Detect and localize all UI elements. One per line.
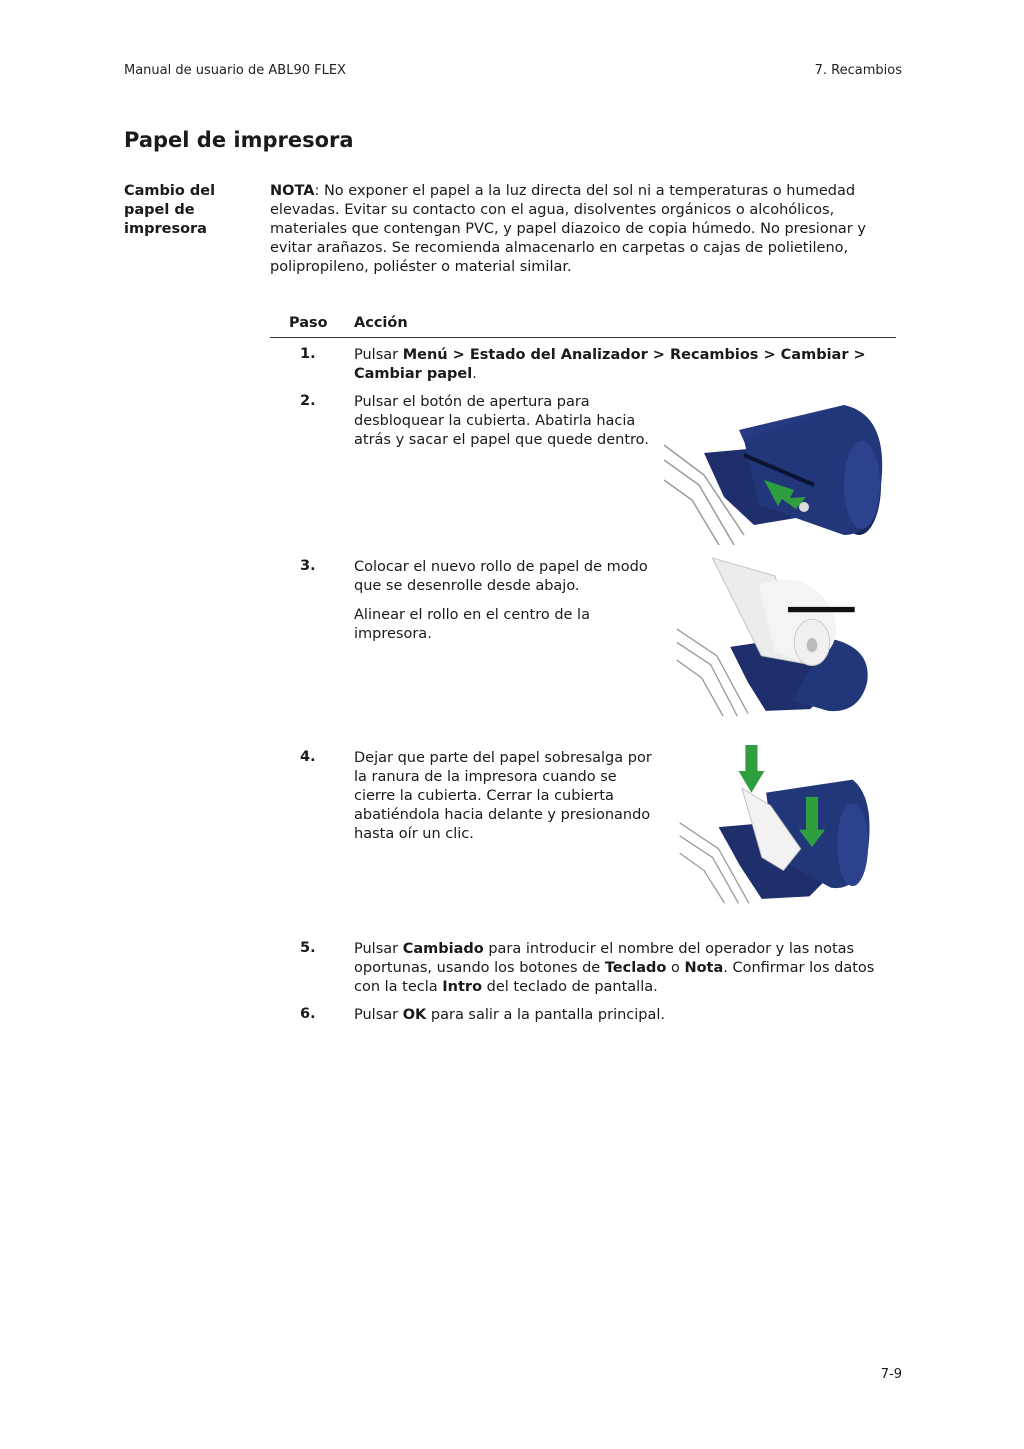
note-text: : No exponer el papel a la luz directa del sol ni a temperaturas o humedad elevadas. Evitar su contacto con el agua, disolventes orgánicos o alcohólicos, materiales que contengan PVC, y papel diazoico de copia húmedo. No presionar y evitar arañazos. Se recomienda almacenarlo en carpetas o cajas de polietileno, polipropileno, poliéster o material similar. [270, 183, 866, 275]
page-title: Papel de impresora [124, 128, 354, 152]
step-text: Pulsar el botón de apertura para desbloquear la cubierta. Abatirla hacia atrás y sacar el papel que quede dentro. [354, 394, 649, 448]
note-label: NOTA [270, 183, 315, 199]
step-text: Dejar que parte del papel sobresalga por la ranura de la impresora cuando se cierre la cubierta. Cerrar la cubierta abatiéndola hacia delante y presionando hasta oír un clic. [354, 750, 652, 842]
note-paragraph [270, 182, 910, 277]
step-number: 2. [300, 393, 316, 409]
step-number: 3. [300, 558, 316, 574]
step-number: 1. [300, 346, 316, 362]
column-header-action: Acción [354, 315, 408, 331]
step-number: 4. [300, 749, 316, 765]
step-text: Pulsar OK para salir a la pantalla principal. [354, 1007, 666, 1023]
step-text: Colocar el nuevo rollo de papel de modo que se desenrolle desde abajo. [354, 559, 648, 594]
printer-paper-roll-image [664, 558, 896, 718]
step-text: Pulsar Menú > Estado del Analizador > Recambios > Cambiar > Cambiar papel. [354, 347, 866, 382]
printer-open-cover-image [664, 385, 896, 545]
running-header-chapter: 7. Recambios [814, 63, 902, 78]
page-number: 7-9 [880, 1367, 902, 1382]
step-text-secondary: Alinear el rollo en el centro de la impresora. [354, 607, 590, 642]
printer-close-cover-image [664, 745, 896, 905]
column-header-step: Paso [289, 315, 328, 331]
side-heading [124, 182, 244, 239]
step-number: 6. [300, 1006, 316, 1022]
step-number: 5. [300, 940, 316, 956]
side-heading-line: papel de [124, 202, 195, 218]
table-header-rule [270, 337, 896, 338]
step-text: Pulsar Cambiado para introducir el nombre del operador y las notas oportunas, usando los botones de Teclado o Nota. Confirmar los datos con la tecla Intro del teclado de pantalla. [354, 941, 875, 995]
running-header-title: Manual de usuario de ABL90 FLEX [124, 63, 346, 78]
side-heading-line: Cambio del [124, 183, 216, 199]
side-heading-line: impresora [124, 221, 207, 237]
